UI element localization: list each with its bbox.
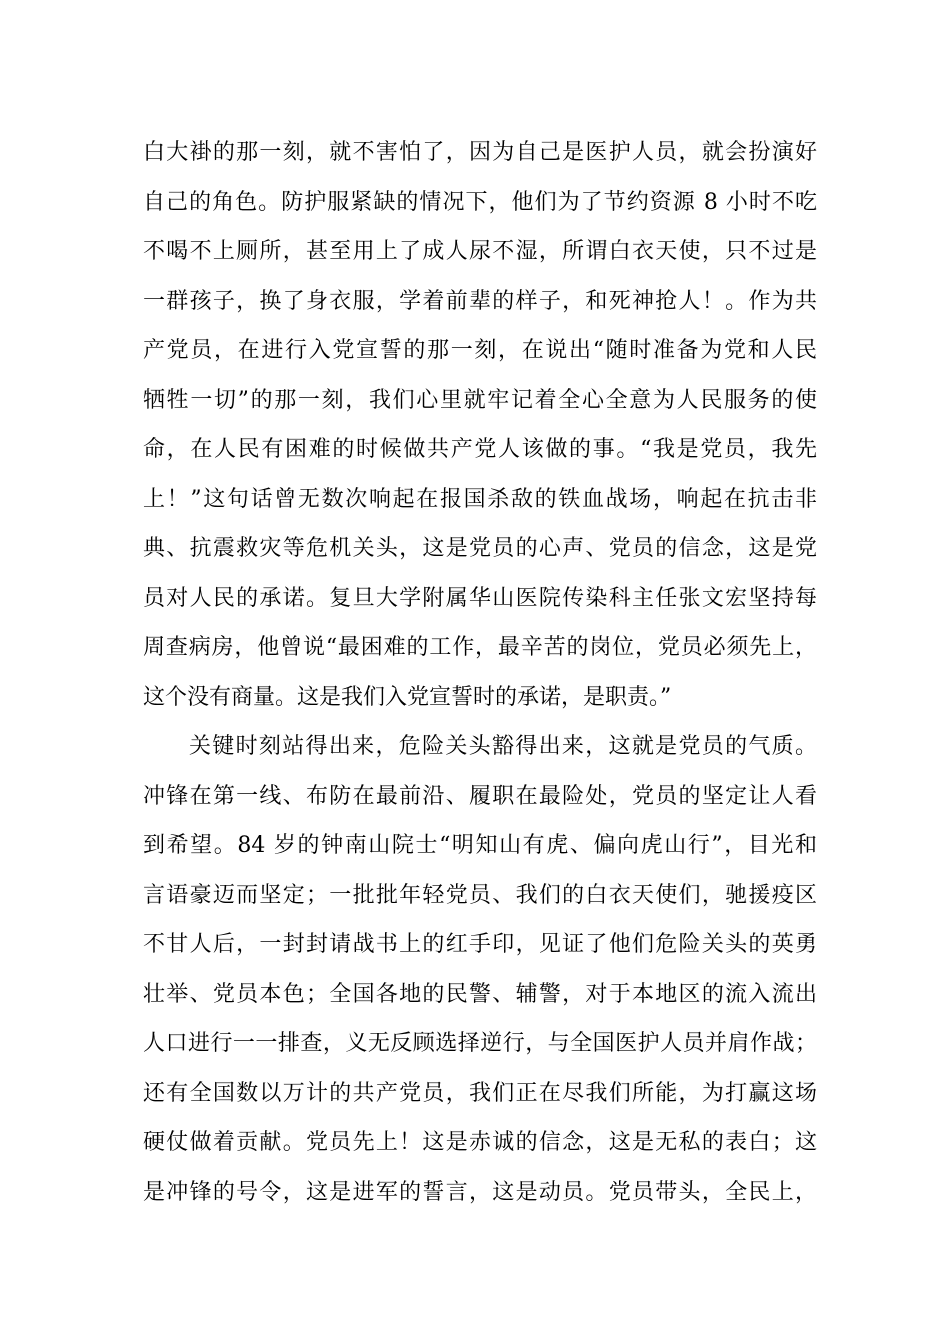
paragraph-1 (143, 128, 840, 722)
text-line: 不喝不上厕所，甚至用上了成人尿不湿，所谓白衣天使，只不过是 (143, 239, 817, 264)
text-line: 人口进行一一排查，义无反顾选择逆行，与全国医护人员并肩作战； (143, 1031, 817, 1056)
text-line: 冲锋在第一线、布防在最前沿、履职在最险处，党员的坚定让人看 (143, 783, 817, 809)
text-line: 自己的角色。防护服紧缺的情况下，他们为了节约资源 8 小时不吃 (143, 189, 817, 215)
text-line: 壮举、党员本色；全国各地的民警、辅警，对于本地区的流入流出 (143, 981, 817, 1007)
text-line: 硬仗做着贡献。党员先上！这是赤诚的信念，这是无私的表白；这 (143, 1130, 817, 1155)
paragraph-2 (143, 722, 840, 1217)
text-line: 典、抗震救灾等危机关头，这是党员的心声、党员的信念，这是党 (143, 536, 817, 561)
text-line: 白大褂的那一刻，就不害怕了，因为自己是医护人员，就会扮演好 (143, 140, 817, 165)
text-line: 还有全国数以万计的共产党员，我们正在尽我们所能，为打赢这场 (143, 1080, 817, 1106)
text-line: 到希望。84 岁的钟南山院士“明知山有虎、偏向虎山行”，目光和 (143, 833, 817, 858)
text-line: 命，在人民有困难的时候做共产党人该做的事。“我是党员，我先 (143, 437, 817, 462)
text-line: 员对人民的承诺。复旦大学附属华山医院传染科主任张文宏坚持每 (143, 585, 817, 611)
text-line: 牺牲一切”的那一刻，我们心里就牢记着全心全意为人民服务的使 (143, 387, 817, 413)
text-line: 关键时刻站得出来，危险关头豁得出来，这就是党员的气质。 (189, 734, 817, 759)
text-line: 一群孩子，换了身衣服，学着前辈的样子，和死神抢人！。作为共 (143, 288, 817, 314)
text-line: 这个没有商量。这是我们入党宣誓时的承诺，是职责。” (143, 684, 672, 710)
text-line: 是冲锋的号令，这是进军的誓言，这是动员。党员带头，全民上， (143, 1179, 817, 1205)
text-line: 不甘人后，一封封请战书上的红手印，见证了他们危险关头的英勇 (143, 932, 817, 957)
text-line: 周查病房，他曾说“最困难的工作，最辛苦的岗位，党员必须先上， (143, 635, 817, 660)
text-line: 言语豪迈而坚定；一批批年轻党员、我们的白衣天使们，驰援疫区 (143, 882, 817, 908)
text-line: 上！”这句话曾无数次响起在报国杀敌的铁血战场，响起在抗击非 (143, 486, 817, 512)
text-line: 产党员，在进行入党宣誓的那一刻，在说出“随时准备为党和人民 (143, 338, 817, 363)
